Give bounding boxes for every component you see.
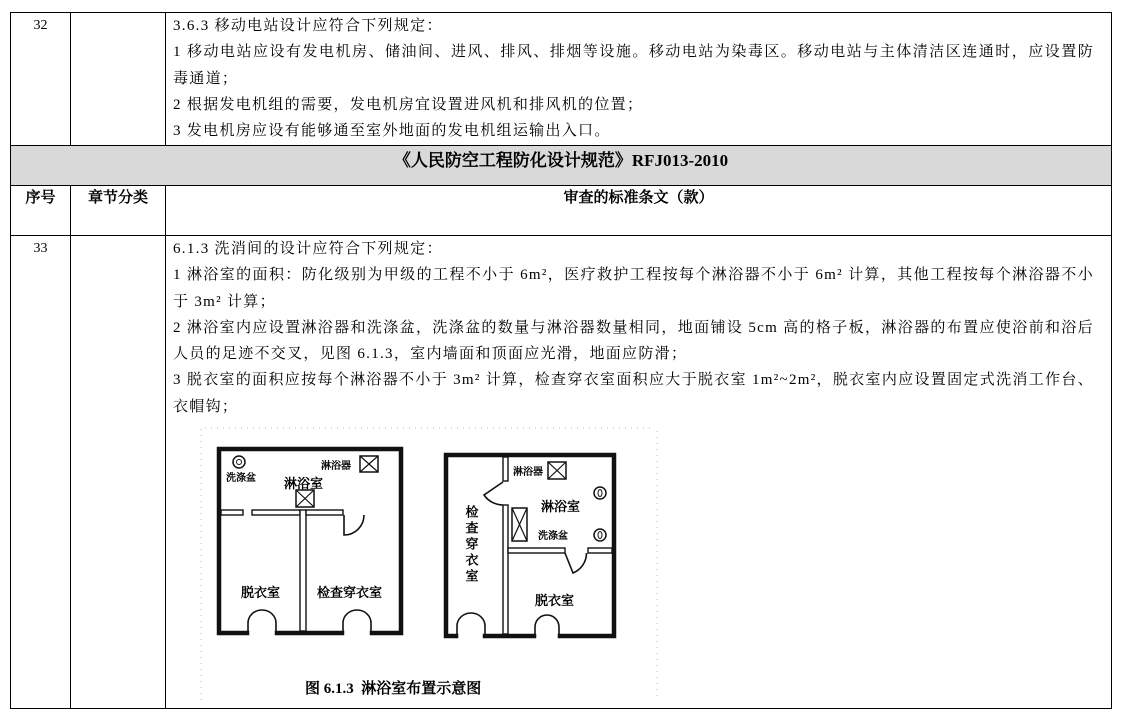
floor-plan-figure (195, 425, 665, 705)
clause-cell (166, 13, 1112, 146)
column-header-row (11, 186, 1112, 236)
shower-fixture-icon (360, 456, 378, 472)
clause-cell (166, 236, 1112, 709)
clause-heading: 3.6.3 移动电站设计应符合下列规定： (173, 18, 443, 34)
room-label: 淋浴室 (541, 499, 581, 514)
partition-wall (300, 510, 306, 631)
partition-wall (508, 548, 565, 553)
sink-fixture-icon (233, 456, 245, 468)
room-label: 脱衣室 (241, 585, 281, 600)
clause-item: 2 根据发电机组的需要，发电机房宜设置进风机和排风机的位置； (173, 96, 644, 113)
door-swing (344, 515, 364, 535)
partition-wall (221, 510, 243, 515)
fixture-label: 淋浴器 (513, 467, 543, 478)
category-cell (71, 236, 166, 709)
plan-right (446, 455, 614, 636)
clause-item: 3 发电机房应设有能够通至室外地面的发电机组运输出入口。 (173, 123, 611, 140)
clause-item: 2 淋浴室内应设置淋浴器和洗涤盆，洗涤盆的数量与淋浴器数量相同，地面铺设 5cm 高的格子板，淋浴器的布置应使浴前和浴后人员的足迹不交叉，见图 6.1.3，室内墙面和顶面应光滑，地面应防滑； (173, 319, 1094, 363)
clause-text (166, 236, 1111, 420)
standard-title: 《人民防空工程防化设计规范》RFJ013-2010 (11, 146, 1112, 186)
sink-fixture-icon (594, 529, 606, 541)
partition-wall (588, 548, 612, 553)
room-label: 脱衣室 (535, 593, 575, 608)
clause-table (10, 12, 1112, 709)
column-header-clause: 审查的标准条文（款） (166, 186, 1112, 236)
figure-caption: 图 6.1.3 淋浴室布置示意图 (305, 681, 482, 697)
room-label: 淋浴室 (284, 476, 324, 491)
clause-item: 1 淋浴室的面积：防化级别为甲级的工程不小于 6m²，医疗救护工程按每个淋浴器不小于 6m² 计算，其他工程按每个淋浴器不小于 3m² 计算； (173, 267, 1094, 310)
category-cell (71, 13, 166, 146)
index-cell: 33 (11, 236, 71, 709)
column-header-category: 章节分类 (71, 186, 166, 236)
plan-left (219, 449, 401, 633)
table-row (11, 236, 1112, 709)
shower-fixture-icon (296, 490, 314, 507)
room-label: 检查穿衣室 (317, 585, 383, 600)
fixture-label: 洗涤盆 (226, 473, 256, 484)
clause-item: 1 移动电站应设有发电机房、储油间、进风、排风、排烟等设施。移动电站为染毒区。移动电站与主体清洁区连通时，应设置防毒通道； (173, 44, 1094, 87)
door-swing (343, 610, 371, 633)
standard-title-row (11, 146, 1112, 186)
door-swing (565, 553, 587, 573)
partition-wall (503, 505, 508, 634)
partition-wall (306, 510, 343, 515)
fixture-label: 淋浴器 (321, 461, 351, 472)
door-swing (484, 482, 503, 505)
shower-fixture-icon (512, 508, 527, 541)
room-label: 检查穿衣室 (463, 505, 479, 585)
clause-text (166, 13, 1111, 145)
table-row (11, 13, 1112, 146)
clause-content (166, 236, 1111, 708)
clause-heading: 6.1.3 洗消间的设计应符合下列规定： (173, 241, 443, 257)
partition-wall (503, 457, 508, 481)
shower-fixture-icon (548, 462, 566, 479)
index-cell: 32 (11, 13, 71, 146)
partition-wall (252, 510, 300, 515)
clause-item: 3 脱衣室的面积应按每个淋浴器不小于 3m² 计算，检查穿衣室面积应大于脱衣室 1m²~2m²，脱衣室内应设置固定式洗消工作台、衣帽钩； (173, 372, 1094, 415)
sink-fixture-icon (594, 487, 606, 499)
door-swing (457, 613, 485, 636)
column-header-index: 序号 (11, 186, 71, 236)
door-swing (248, 610, 276, 633)
fixture-label: 洗涤盆 (538, 531, 568, 542)
door-swing (535, 615, 559, 636)
scan-edge (201, 428, 657, 701)
